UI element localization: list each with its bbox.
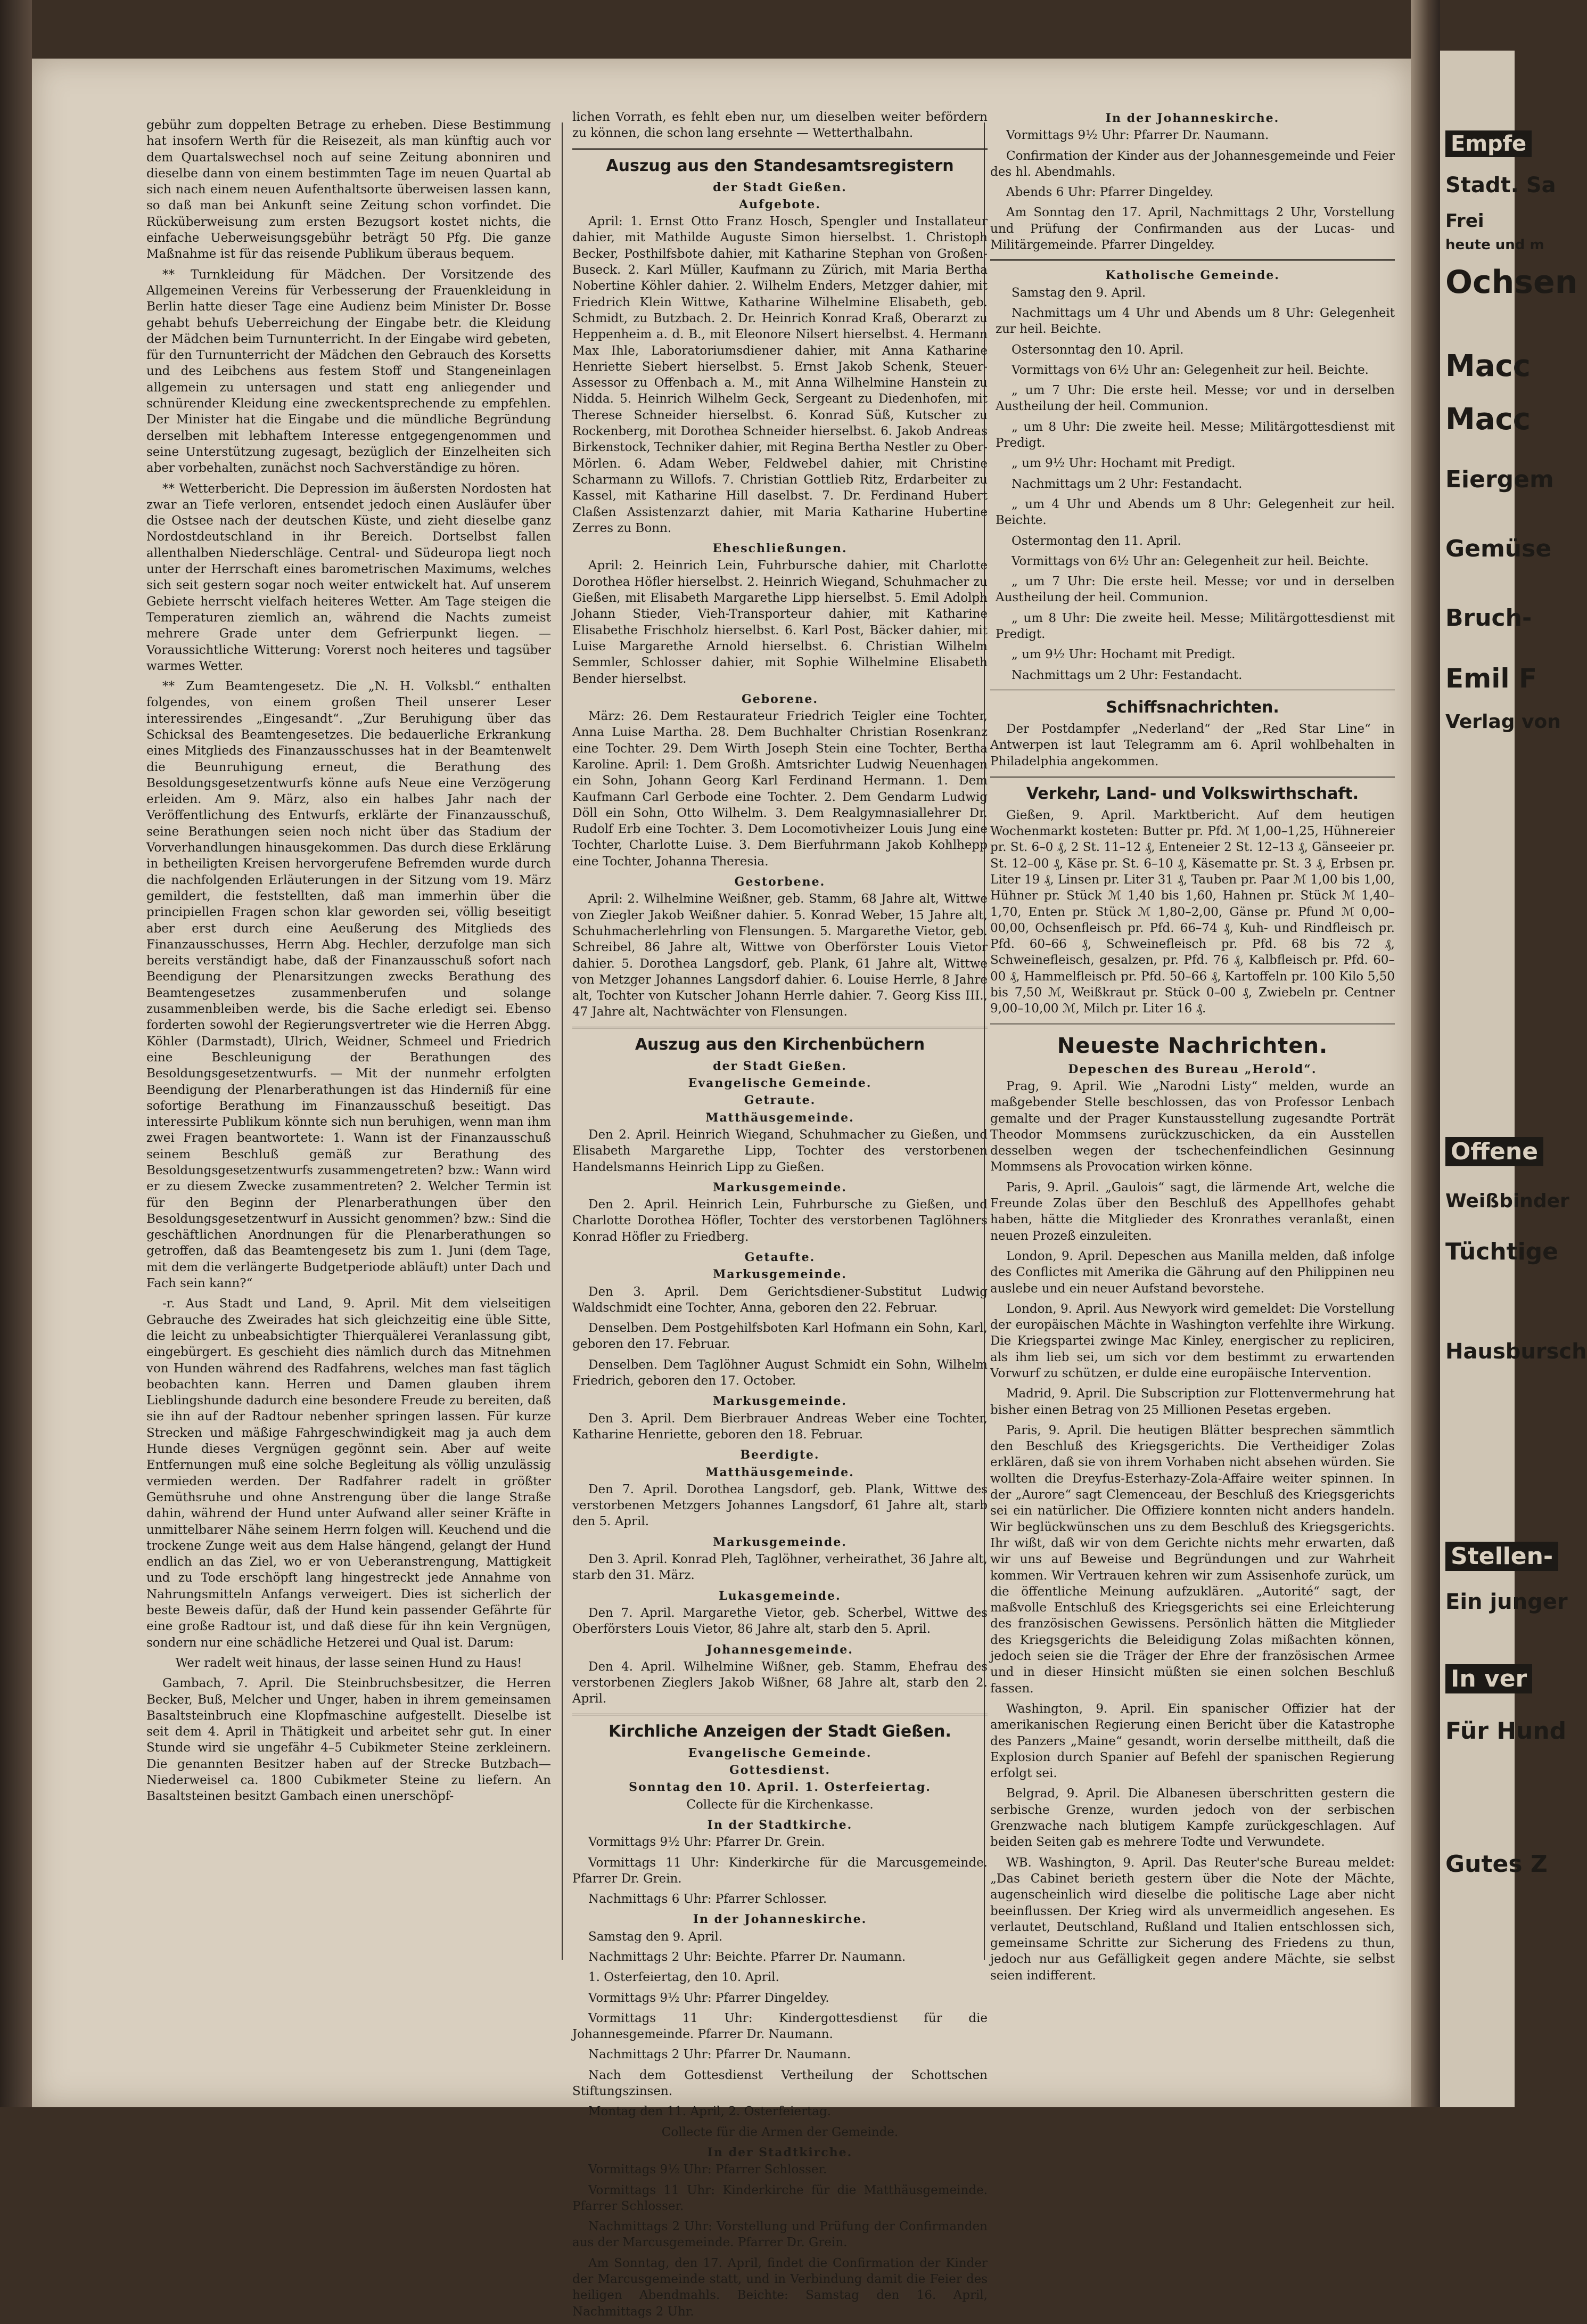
service-line: Vormittags 11 Uhr: Kinderkirche für die Marcusgemeinde. Pfarrer Dr. Grein. (572, 1855, 988, 1886)
next-page-line: Ochsen (1445, 264, 1578, 301)
article-paragraph: -r. Aus Stadt und Land, 9. April. Mit dem vielseitigen Gebrauche des Zweirades hat sich gleichzeitig eine üble Sitte, die leicht zu unbeabsichtigter Thierquälerei Veranlassung gibt, eingebürgert. Es geschieht dies nämlich durch das Mitnehmen von Hunden während des Radfahrens, welches man fast täglich beobachten kann. Herren und Damen glauben ihrem Lieblingshunde dadurch eine besondere Freude zu bereiten, daß sie ihn auf der Radtour nebenher springen lassen. Für kurze Strecken und mäßige Fahrgeschwindigkeit mag ja auch dem Hunde dieses Vergnügen gegönnt sein. Aber auf weite Entfernungen muß eine solche Begleitung als völlig unzulässig vermieden werden. Der Radfahrer radelt in größter Gemüthsruhe und ohne Anstrengung über die lange Straße dahin, während der Hund unter Aufwand aller seiner Kräfte in unmittelbarer Nähe seinem Herrn folgen will. Keuchend und die trockene Zunge weit aus dem Halse hängend, gelangt der Hund endlich an das Ziel, wo er von Ueberanstrengung, Mattigkeit und zu Tode erschöpft lang hingestreckt jede Annahme von Nahrungsmitteln Anfangs verweigert. Dies ist sicherlich der beste Beweis dafür, daß der Hund kein passender Gefährte für eine große Radtour ist, und daß diese für ihn kein Vergnügen, sondern nur eine schädliche Hetzerei und Qual ist. Darum: (146, 1297, 551, 1650)
service-line: Confirmation der Kinder aus der Johannesgemeinde und Feier des hl. Abendmahls. (990, 149, 1395, 179)
next-page-line: heute und m (1445, 237, 1544, 253)
register-entry: März: 26. Dem Restaurateur Friedrich Teigler eine Tochter, Anna Luise Martha. 28. Dem Buchhalter Christian Rosenkranz eine Tochter. 29. Dem Wirth Joseph Stein eine Tochter, Bertha Karoline. April: 1. Dem Großh. Amtsrichter Ludwig Neuenhagen ein Sohn, Johann Georg Karl Ferdinand Hermann. 1. Dem Kaufmann Carl Gerbode eine Tochter. 2. Dem Gendarm Ludwig Döll ein Sohn, Otto Wilhelm. 3. Dem Realgymnasiallehrer Dr. Rudolf Erb eine Tochter. 3. Dem Locomotivheizer Louis Jung eine Tochter, Charlotte Luise. 3. Dem Bierfuhrmann Jakob Kohlhepp eine Tochter, Johanna Theresia. (572, 709, 988, 869)
section-subtitle: Depeschen des Bureau „Herold“. (1068, 1062, 1317, 1076)
next-page-line: Offene (1445, 1137, 1543, 1166)
service-line: Vormittags von 6½ Uhr an: Gelegenheit zur heil. Beichte. (1012, 554, 1369, 568)
section-rule (572, 1714, 988, 1715)
service-line: „ um 8 Uhr: Die zweite heil. Messe; Militärgottesdienst mit Predigt. (996, 611, 1395, 642)
service-line: Vormittags 11 Uhr: Kindergottesdienst für die Johannesgemeinde. Pfarrer Dr. Naumann. (572, 2011, 988, 2042)
church-entry: Den 7. April. Margarethe Vietor, geb. Scherbel, Wittwe des Oberförsters Louis Vietor, 86 Jahre alt, starb den 5. April. (572, 1606, 988, 1636)
church-title: In der Johanneskirche. (1105, 111, 1280, 125)
service-date: Sonntag den 10. April. 1. Osterfeiertag. (629, 1780, 931, 1795)
service-line: Ostersonntag den 10. April. (1012, 342, 1184, 357)
service-line: Nachmittags um 2 Uhr: Festandacht. (1012, 477, 1243, 491)
parish-title: Markusgemeinde. (713, 1394, 847, 1409)
service-line: Nachmittags 2 Uhr: Pfarrer Dr. Naumann. (588, 2048, 851, 2062)
church-entry: Den 2. April. Heinrich Wiegand, Schuhmacher zu Gießen, und Elisabeth Margarethe Lipp, Tochter des verstorbenen Handelsmanns Heinrich Lipp zu Gießen. (572, 1127, 988, 1174)
service-line: Vormittags 9½ Uhr: Pfarrer Dr. Naumann. (1006, 128, 1269, 143)
book-edge (0, 0, 32, 2107)
article-continuation: lichen Vorrath, es fehlt eben nur, um dieselben weiter befördern zu können, die schon lang ersehnte — Wetterthalbahn. (572, 110, 988, 141)
section-title: Schiffsnachrichten. (1106, 698, 1279, 717)
news-paragraph: Prag, 9. April. Wie „Narodni Listy“ melden, wurde an maßgebender Stelle beschlossen, das von Professor Lenbach gemalte und der Prager Kunstausstellung zugesandte Porträt Theodor Mommsens zurückzuschicken, da ein Ausstellen desselben wegen der tschechenfeindlichen Gesinnung Mommsens als Provocation wirken könne. (990, 1079, 1395, 1174)
article-paragraph: gebühr zum doppelten Betrage zu erheben. Diese Bestimmung hat insofern Werth für die Reisezeit, als man künftig auch vor dem Quartalswechsel noch auf seine Zeitung abonniren und dieselbe dann von einem bestimmten Tage im neuen Quartal ab sich nach einem neuen Aufenthaltsorte überweisen lassen kann, so daß man bei Ankunft seine Zeitung schon vorfindet. Die Rücküberweisung zum ersten Bezugsort kostet nichts, die einfache Ueberweisungsgebühr beträgt 50 Pfg. Die ganze Maßnahme ist für das reisende Publikum überaus bequem. (146, 118, 551, 261)
next-page-strip (1440, 51, 1587, 2107)
service-line: Am Sonntag den 17. April, Nachmittags 2 Uhr, Vorstellung und Prüfung der Confirmanden aus der Lucas- und Militärgemeinde. Pfarrer Dingeldey. (990, 206, 1395, 252)
subsection-title: Eheschließungen. (712, 542, 848, 556)
church-entry: Den 3. April. Dem Bierbrauer Andreas Weber eine Tochter, Katharine Henriette, geboren den 18. Februar. (572, 1411, 988, 1442)
section-rule (990, 259, 1395, 261)
news-paragraph: Madrid, 9. April. Die Subscription zur Flottenvermehrung hat bisher einen Betrag von 25 Millionen Pesetas ergeben. (990, 1387, 1395, 1417)
service-line: Samstag den 9. April. (1012, 285, 1146, 300)
subsection-title: Evangelische Gemeinde. (688, 1746, 872, 1760)
service-line: Collecte für die Armen der Gemeinde. (661, 2125, 899, 2139)
section-title: Neueste Nachrichten. (1057, 1033, 1328, 1058)
section-subtitle: der Stadt Gießen. (713, 180, 847, 194)
church-title: In der Johanneskirche. (693, 1912, 867, 1927)
service-line: „ um 9½ Uhr: Hochamt mit Predigt. (1012, 648, 1236, 662)
article-paragraph: ** Turnkleidung für Mädchen. Der Vorsitzende des Allgemeinen Vereins für Verbesserung der Frauenkleidung in Berlin hatte dieser Tage eine Audienz beim Minister Dr. Bosse gehabt behufs Ueberreichung der Eingabe betr. die Kleidung der Mädchen beim Turnunterricht. In der Eingabe wird gebeten, für den Turnunterricht der Mädchen den Gebrauch des Korsetts und des Leibchens aus festem Stoff und Stangeneinlagen allgemein zu untersagen und statt eng anliegender und schnürender Kleidung eine zweckentsprechende zu empfehlen. Der Minister hat die Eingabe und die mündliche Begründung derselben mit lebhaftem Interesse entgegengenommen und seine Unterstützung zugesagt, bezüglich der Einzelheiten sich aber vorbehalten, zunächst noch Sachverständige zu hören. (146, 267, 551, 476)
register-entry: April: 2. Heinrich Lein, Fuhrbursche dahier, mit Charlotte Dorothea Höfler hierselbst. 2. Heinrich Wiegand, Schuhmacher zu Gießen, mit Elisabeth Margarethe Lipp hierselbst. 5. Emil Adolph Johann Stieder, Vieh-Transporteur dahier, mit Katharine Elisabethe Frischholz hierselbst. 6. Karl Post, Bäcker dahier, mit Luise Margarethe Arnold hierselbst. 6. Christian Wilhelm Semmler, Schlosser dahier, mit Sophie Wilhelmine Elisabeth Bender hierselbst. (572, 559, 988, 686)
next-page-line: Ein junger (1445, 1590, 1568, 1614)
register-entry: April: 2. Wilhelmine Weißner, geb. Stamm, 68 Jahre alt, Wittwe von Ziegler Jakob Weißner dahier. 5. Konrad Weber, 15 Jahre alt, Schuhmacherlehrling von Flensungen. 5. Margarethe Vietor, geb. Schreibel, 86 Jahre alt, Wittwe von Oberförster Louis Vietor dahier. 5. Dorothea Langsdorf, geb. Plank, 61 Jahre alt, Wittwe von Metzger Johannes Langsdorf dahier. 6. Louise Herrle, 8 Jahre alt, Tochter von Kutscher Johann Herrle dahier. 7. Georg Kiss III., 47 Jahre alt, Nachtwächter von Flensungen. (572, 892, 988, 1019)
service-line: „ um 7 Uhr: Die erste heil. Messe; vor und in derselben Austheilung der heil. Communion. (996, 575, 1395, 605)
church-entry: Den 3. April. Konrad Pleh, Taglöhner, verheirathet, 36 Jahre alt, starb den 31. März. (572, 1552, 988, 1583)
news-paragraph: Paris, 9. April. Die heutigen Blätter besprechen sämmtlich den Beschluß des Kriegsgerichts. Die Vertheidiger Zolas erklären, daß sie von ihrem Vorhaben nicht absehen würden. Sie wollten die Dreyfus-Esterhazy-Zola-Affaire weiter spinnen. In der „Aurore“ sagt Clemenceau, der Beschluß des Kriegsgerichts sei ein natürlicher. Die Offiziere konnten nicht anders handeln. Wir beglückwünschen uns zu dem Beschluß des Kriegsgerichts. Ihr wißt, daß wir von dem Gerichte nichts mehr erwarten, daß wir uns auf Beweise und Begründungen und zur Wahrheit kommen. Wir Vertrauen kehren wir zum Assisenhofe zurück, um die öffentliche Meinung aufzuklären. „Autorité“ sagt, der maßvolle Entschluß des Kriegsgerichts sei eine Erleichterung des französischen Gewissens. Persönlich hätten die Mitglieder des Kriegsgerichts die Beleidigung Zolas mißachten können, jedoch seien sie die Träger der Ehre der französischen Armee und in dieser Hinsicht müßten sie einen solchen Beschluß fassen. (990, 1423, 1395, 1696)
next-page-line: Empfe (1445, 130, 1532, 157)
service-line: „ um 4 Uhr und Abends um 8 Uhr: Gelegenheit zur heil. Beichte. (996, 497, 1395, 528)
service-line: 1. Osterfeiertag, den 10. April. (588, 1970, 779, 1985)
next-page-line: Macc (1445, 402, 1531, 437)
service-line: Vormittags 9½ Uhr: Pfarrer Dr. Grein. (588, 1835, 825, 1850)
parish-title: Markusgemeinde. (713, 1535, 847, 1549)
next-page-line: Stellen- (1445, 1542, 1558, 1571)
service-line: Nach dem Gottesdienst Vertheilung der Schottschen Stiftungszinsen. (572, 2068, 988, 2099)
service-line: „ um 9½ Uhr: Hochamt mit Predigt. (1012, 456, 1236, 471)
service-line: Nachmittags um 4 Uhr und Abends um 8 Uhr: Gelegenheit zur heil. Beichte. (996, 306, 1395, 337)
service-line: Vormittags 11 Uhr: Kinderkirche für die Matthäusgemeinde. Pfarrer Schlosser. (572, 2183, 988, 2213)
service-line: Vormittags 9½ Uhr: Pfarrer Schlosser. (588, 2163, 827, 2177)
parish-title: Matthäusgemeinde. (705, 1465, 854, 1479)
section-title: Verkehr, Land- und Volkswirthschaft. (1026, 784, 1359, 803)
church-entry: Denselben. Dem Taglöhner August Schmidt ein Sohn, Wilhelm Friedrich, geboren den 17. October. (572, 1357, 988, 1388)
column-3 (990, 109, 1395, 1988)
parish-title: Markusgemeinde. (713, 1267, 847, 1282)
article-paragraph: ** Zum Beamtengesetz. Die „N. H. Volksbl.“ enthalten folgendes, von einem großen Theil unserer Leser interessirendes „Eingesandt“. „Zur Beruhigung über das Schicksal des Beamtengesetzes. Die bedauerliche Erkrankung eines Mitglieds des Finanzausschusses hat in der Beamtenwelt die Beunruhigung erneut, die Berathung des Besoldungsgesetzentwurfs könne aufs Neue eine Verzögerung erleiden. Am 9. März, also ein halbes Jahr nach der Veröffentlichung des Entwurfs, erklärte der Finanzausschuß, seine Berathungen seien noch nicht über das Stadium der Vorverhandlungen hinausgekommen. Das durch diese Erklärung in betheiligten Kreisen hervorgerufene Befremden wurde durch die nachfolgenden Erläuterungen in der Sitzung vom 19. März gemildert, die feststellten, daß man immerhin über die principiellen Fragen schon klar geworden sei, völlig beseitigt aber erst durch eine Aeußerung des Mitglieds des Finanzausschusses, Herrn Abg. Hechler, derzufolge man sich bereits verständigt habe, daß der Finanzausschuß sofort nach Beendigung der Plenarsitzungen zwecks Berathung des Beamtengesetzes zusammenberufen und solange zusammenbleiben werde, bis die Sache erledigt sei. Ebenso forderten sowohl der Regierungsvertreter wie die Herren Abgg. Köhler (Darmstadt), Ulrich, Weidner, Schmeel und Friedrich eine Beschleunigung der Berathungen des Besoldungsgesetzentwurfs. — Mit der nunmehr erfolgten Beendigung der Plenarberathungen ist das Hinderniß für eine sofortige Berathung im Finanzausschuß beseitigt. Das interessirte Publikum könnte sich nun beruhigen, wenn man ihm zwei Fragen beantwortete: 1. Wann ist der Finanzausschuß seinem Beschluß gemäß zur Berathung des Besoldungsgesetzentwurfs zusammengetreten? bzw.: Wann wird er zu diesem Zwecke zusammentreten? 2. Welcher Termin ist für den Beginn der Plenarberathungen über den Besoldungsgesetzentwurf in Aussicht genommen? bzw.: Sind die geschäftlichen Anordnungen für die Plenarberathungen so getroffen, daß das Beamtengesetz bis zum 1. Juni (dem Tage, mit dem die verlängerte Budgetperiode abläuft) unter Dach und Fach sein kann?“ (146, 680, 551, 1291)
article-paragraph: Gambach, 7. April. Die Steinbruchsbesitzer, die Herren Becker, Buß, Melcher und Unger, haben in ihrem gemeinsamen Basaltsteinbruch eine Klopfmaschine aufgestellt. Dieselbe ist seit dem 4. April in Thätigkeit und arbeitet sehr gut. In einer Stunde wird sie ungefähr 4–5 Cubikmeter Steine zerkleinern. Die genannten Besitzer haben auf der Strecke Butzbach—Niederweisel ca. 1800 Cubikmeter Steine zu liefern. An Basaltsteinen besitzt Gambach einen unerschöpf- (146, 1676, 551, 1804)
parish-title: Markusgemeinde. (713, 1180, 847, 1194)
service-line: Ostermontag den 11. April. (1012, 534, 1181, 548)
service-line: Nachmittags 6 Uhr: Pfarrer Schlosser. (588, 1892, 827, 1906)
service-line: Nachmittags 2 Uhr: Vorstellung und Prüfung der Confirmanden aus der Marcusgemeinde. Pfarrer Dr. Grein. (572, 2220, 988, 2250)
church-title: In der Stadtkirche. (707, 1818, 853, 1832)
service-line: „ um 8 Uhr: Die zweite heil. Messe; Militärgottesdienst mit Predigt. (996, 420, 1395, 451)
register-entry: April: 1. Ernst Otto Franz Hosch, Spengler und Installateur dahier, mit Mathilde Auguste Simon hierselbst. 1. Christoph Becker, Posthilfsbote dahier, mit Katharine Stephan von Großen-Buseck. 2. Karl Müller, Kaufmann zu Zürich, mit Maria Bertha Nobertine Köhler dahier. 2. Wilhelm Enders, Metzger dahier, mit Friedrich Klein Wittwe, Katharine Wilhelmine Elisabeth, geb. Schmidt, zu Butzbach. 2. Dr. Heinrich Konrad Kraß, Oberarzt zu Heppenheim a. d. B., mit Eleonore Nilsert hierselbst. 4. Hermann Max Ihle, Laboratoriumsdiener dahier, mit Anna Katharine Henriette Siebert hierselbst. 5. Ernst Jakob Schenk, Steuer-Assessor zu Offenbach a. M., mit Anna Wilhelmine Hanstein zu Nidda. 5. Heinrich Wilhelm Geck, Sergeant zu Diedenhofen, mit Therese Schneider hierselbst. 6. Konrad Süß, Kutscher zu Rockenberg, mit Dorothea Schneider hierselbst. 6. Jakob Andreas Birkenstock, Techniker dahier, mit Regina Bertha Nestler zu Ober-Mörlen. 6. Adam Weber, Feldwebel dahier, mit Christine Scharmann zu Willofs. 7. Christian Gottlieb Ritz, Erdarbeiter zu Kassel, mit Katharine Hill daselbst. 7. Dr. Ferdinand Hubert Claßen Assistenzarzt dahier, mit Maria Katharine Hubertine Zerres zu Bonn. (572, 215, 988, 535)
subsection-title: Aufgebote. (739, 197, 821, 211)
column-1 (146, 117, 551, 1809)
parish-title: Johannesgemeinde. (706, 1642, 853, 1657)
next-page-line: In ver (1445, 1664, 1532, 1693)
news-paragraph: London, 9. April. Aus Newyork wird gemeldet: Die Vorstellung der europäischen Mächte in Washington verfehlte ihre Wirkung. Die Kriegspartei zwinge Mac Kinley, energischer zu repliciren, als ihm lieb sei, um sich vor dem bestimmt zu erwartenden Vorwurf zu schützen, er dulde eine europäische Intervention. (990, 1302, 1395, 1380)
service-line: Nachmittags 2 Uhr: Beichte. Pfarrer Dr. Naumann. (588, 1950, 906, 1964)
service-line: Abends 6 Uhr: Pfarrer Dingeldey. (1006, 185, 1214, 200)
service-line: Montag den 11. April, 2. Osterfeiertag. (588, 2105, 832, 2119)
news-paragraph: London, 9. April. Depeschen aus Manilla melden, daß infolge des Conflictes mit Amerika die Gährung auf den Philippinen neu auslebe und ein neuer Aufstand bevorstehe. (990, 1249, 1395, 1296)
next-page-line: Verlag von (1445, 711, 1561, 733)
section-rule (990, 690, 1395, 691)
subsection-title: Getaufte. (744, 1250, 816, 1264)
subsection-title: Gottesdienst. (729, 1763, 831, 1778)
section-rule (990, 1024, 1395, 1025)
next-page-line: Hausbursch (1445, 1339, 1587, 1364)
next-page-line: Für Hund (1445, 1717, 1567, 1745)
subsection-title: Gestorbene. (734, 875, 826, 889)
subsection-title: Geborene. (741, 692, 819, 706)
service-line: „ um 7 Uhr: Die erste heil. Messe; vor und in derselben Austheilung der heil. Communion. (996, 383, 1395, 414)
next-page-line: Frei (1445, 210, 1484, 232)
subsection-title: Getraute. (744, 1093, 816, 1108)
news-paragraph: Belgrad, 9. April. Die Albanesen überschritten gestern die serbische Grenze, wurden jedoch von der serbischen Grenzwache nach blutigem Kampfe zurückgeschlagen. Auf beiden Seiten gab es mehrere Todte und Verwundete. (990, 1787, 1395, 1850)
market-report: Gießen, 9. April. Marktbericht. Auf dem heutigen Wochenmarkt kosteten: Butter pr. Pfd. ℳ 1,00–1,25, Hühnereier pr. St. 6–0 ₰, 2 St. 11–12 ₰, Enteneier 2 St. 12–13 ₰, Gänseeier pr. St. 12–00 ₰, Käse pr. St. 6–10 ₰, Käsematte pr. St. 3 ₰, Erbsen pr. Liter 19 ₰, Linsen pr. Liter 31 ₰, Tauben pr. Paar ℳ 1,00 bis 1,00, Hühner pr. Stück ℳ 1,40 bis 1,60, Hahnen pr. Stück ℳ 1,40–1,70, Enten pr. Stück ℳ 1,80–2,00, Gänse pr. Pfund ℳ 0,00–00,00, Ochsenfleisch pr. Pfd. 66–74 ₰, Kuh- und Rindfleisch pr. Pfd. 60–66 ₰, Schweinefleisch pr. Pfd. 68 bis 72 ₰, Schweinefleisch, gesalzen, pr. Pfd. 76 ₰, Kalbfleisch pr. Pfd. 60–00 ₰, Hammelfleisch pr. Pfd. 50–66 ₰, Kartoffeln pr. 100 Kilo 5,50 bis 7,50 ℳ, Weißkraut pr. Stück 0–00 ₰, Zwiebeln pr. Centner 9,00–10,00 ℳ, Milch pr. Liter 16 ₰. (990, 808, 1395, 1016)
column-divider (562, 122, 563, 1960)
subsection-title: Beerdigte. (740, 1448, 820, 1462)
parish-title: Matthäusgemeinde. (705, 1110, 854, 1125)
church-entry: Denselben. Dem Postgehilfsboten Karl Hofmann ein Sohn, Karl, geboren den 17. Februar. (572, 1321, 988, 1352)
service-line: Collecte für die Kirchenkasse. (686, 1797, 874, 1812)
section-rule (572, 148, 988, 150)
next-page-line: Eiergem (1445, 466, 1554, 493)
next-page-line: Gutes Z (1445, 1851, 1548, 1878)
column-2 (572, 109, 988, 2324)
news-paragraph: Paris, 9. April. „Gaulois“ sagt, die lärmende Art, welche die Freunde Zolas über den Beschluß des Appellhofes gehabt haben, hätte die Mitglieder des Kronrathes veranlaßt, einen neuen Prozeß einzuleiten. (990, 1180, 1395, 1243)
verse: Wer radelt weit hinaus, der lasse seinen Hund zu Haus! (175, 1656, 522, 1670)
section-title: Kirchliche Anzeigen der Stadt Gießen. (609, 1722, 951, 1741)
service-line: Samstag den 9. April. (588, 1929, 723, 1944)
news-paragraph: WB. Washington, 9. April. Das Reuter'sche Bureau meldet: „Das Cabinet berieth gestern über die Note der Mächte, augenscheinlich wird dieselbe die politische Lage aber nicht beeinflussen. Der Krieg wird als unvermeidlich angesehen. Es verlautet, Deutschland, Rußland und Italien entschlossen sich, gemeinsame Schritte zur Sicherung des Friedens zu thun, jedoch nur aus Gefälligkeit gegen andere Mächte, sie selbst seien indifferent. (990, 1855, 1395, 1983)
next-page-line: Macc (1445, 349, 1531, 383)
next-page-line: Tüchtige (1445, 1238, 1559, 1265)
section-title: Katholische Gemeinde. (1105, 268, 1280, 283)
service-line: Nachmittags um 2 Uhr: Festandacht. (1012, 668, 1243, 682)
service-line: Vormittags 9½ Uhr: Pfarrer Dingeldey. (588, 1991, 829, 2005)
section-rule (572, 1027, 988, 1028)
next-page-line: Emil F (1445, 663, 1537, 694)
news-paragraph: Der Postdampfer „Nederland“ der „Red Star Line“ in Antwerpen ist laut Telegramm am 6. April wohlbehalten in Philadelphia angekommen. (990, 722, 1395, 768)
section-subtitle: der Stadt Gießen. (713, 1059, 847, 1073)
parish-title: Lukasgemeinde. (719, 1589, 841, 1603)
news-paragraph: Washington, 9. April. Ein spanischer Offizier hat der amerikanischen Regierung einen Bericht über die Katastrophe des Panzers „Maine“ gesandt, worin derselbe mittheilt, daß die Explosion durch Spanier auf Befehl der spanischen Regierung erfolgt sei. (990, 1701, 1395, 1781)
next-page-line: Weißbinder (1445, 1190, 1569, 1212)
next-page-line: Gemüse (1445, 535, 1552, 562)
subsection-title: Evangelische Gemeinde. (688, 1076, 872, 1091)
next-page-line: Stadt. Sa (1445, 173, 1556, 198)
section-title: Auszug aus den Kirchenbüchern (635, 1035, 925, 1054)
next-page-line: Bruch- (1445, 604, 1532, 632)
service-line: Vormittags von 6½ Uhr an: Gelegenheit zur heil. Beichte. (1012, 363, 1369, 377)
section-title: Auszug aus den Standesamtsregistern (606, 156, 954, 175)
service-line: Am Sonntag, den 17. April, findet die Confirmation der Kinder der Marcusgemeinde statt, und in Verbindung damit die Feier des heiligen Abendmahls. Beichte: Samstag den 16. April, Nachmittags 2 Uhr. (572, 2256, 988, 2319)
article-paragraph: ** Wetterbericht. Die Depression im äußersten Nordosten hat zwar an Tiefe verloren, entsendet jedoch einen Ausläufer über die Ostsee nach der deutschen Küste, und zieht dieselbe ganz Nordostdeutschland in ihr Bereich. Dortselbst fallen allenthalben Niederschläge. Central- und Südeuropa liegt noch unter der Herrschaft eines barometrischen Maximums, welches sich seit gestern sogar noch weiter entwickelt hat. Auf unserem Gebiete herrscht vielfach heiteres Wetter. Am Tage steigen die Temperaturen ziemlich an, während die Nachts zumeist mehrere Grade unter dem Gefrierpunkt liegen. — Voraussichtliche Witterung: Vorerst noch heiteres und tagsüber warmes Wetter. (146, 481, 551, 673)
book-binding (1411, 0, 1440, 2107)
section-rule (990, 776, 1395, 778)
church-entry: Den 4. April. Wilhelmine Wißner, geb. Stamm, Ehefrau des verstorbenen Zieglers Jakob Wißner, 68 Jahre alt, starb den 2. April. (572, 1659, 988, 1706)
church-entry: Den 3. April. Dem Gerichtsdiener-Substitut Ludwig Waldschmidt eine Tochter, Anna, geboren den 22. Februar. (572, 1284, 988, 1315)
church-entry: Den 2. April. Heinrich Lein, Fuhrbursche zu Gießen, und Charlotte Dorothea Höfler, Tochter des verstorbenen Taglöhners Konrad Höfler zu Friedberg. (572, 1198, 988, 1244)
church-title: In der Stadtkirche. (707, 2145, 853, 2159)
church-entry: Den 7. April. Dorothea Langsdorf, geb. Plank, Wittwe des verstorbenen Metzgers Johannes Langsdorf, 61 Jahre alt, starb den 5. April. (572, 1482, 988, 1529)
